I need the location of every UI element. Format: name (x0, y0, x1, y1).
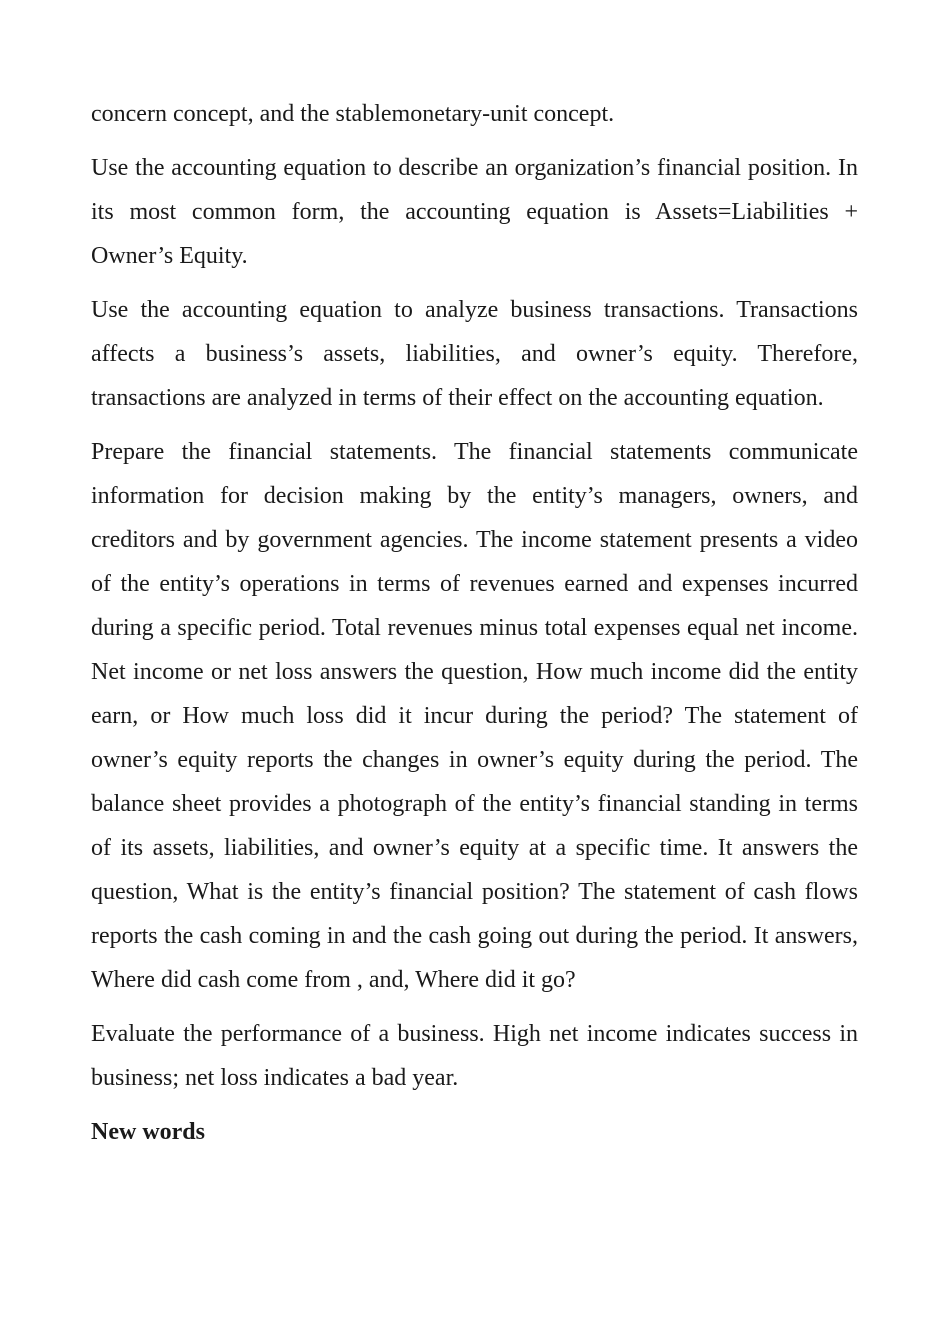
paragraph-accounting-equation: Use the accounting equation to describe an organization’s financial position. In its most common form, the accounting equation is Assets=Liabilities + Owner’s Equity. (91, 155, 858, 269)
paragraph-analyze-transactions: Use the accounting equation to analyze business transactions. Transactions affects a business’s assets, liabilities, and owner’s equity. Therefore, transactions are analyzed in terms of their effect on the accounting equation. (91, 297, 858, 411)
paragraph-financial-statements: Prepare the financial statements. The financial statements communicate information for decision making by the entity’s managers, owners, and creditors and by government agencies. The income statement presents a video of the entity’s operations in terms of revenues earned and expenses incurred during a specific period. Total revenues minus total expenses equal net income. Net income or net loss answers the question, How much income did the entity earn, or How much loss did it incur during the period? The statement of owner’s equity reports the changes in owner’s equity during the period. The balance sheet provides a photograph of the entity’s financial standing in terms of its assets, liabilities, and owner’s equity at a specific time. It answers the question, What is the entity’s financial position? The statement of cash flows reports the cash coming in and the cash going out during the period. It answers, Where did cash come from , and, Where did it go? (91, 439, 858, 993)
document-page (91, 92, 858, 1154)
section-heading-new-words: New words (91, 1119, 205, 1145)
paragraph-evaluate-performance: Evaluate the performance of a business. High net income indicates success in business; net loss indicates a bad year. (91, 1021, 858, 1091)
paragraph-concepts-continued: concern concept, and the stablemonetary-unit concept. (91, 101, 615, 127)
